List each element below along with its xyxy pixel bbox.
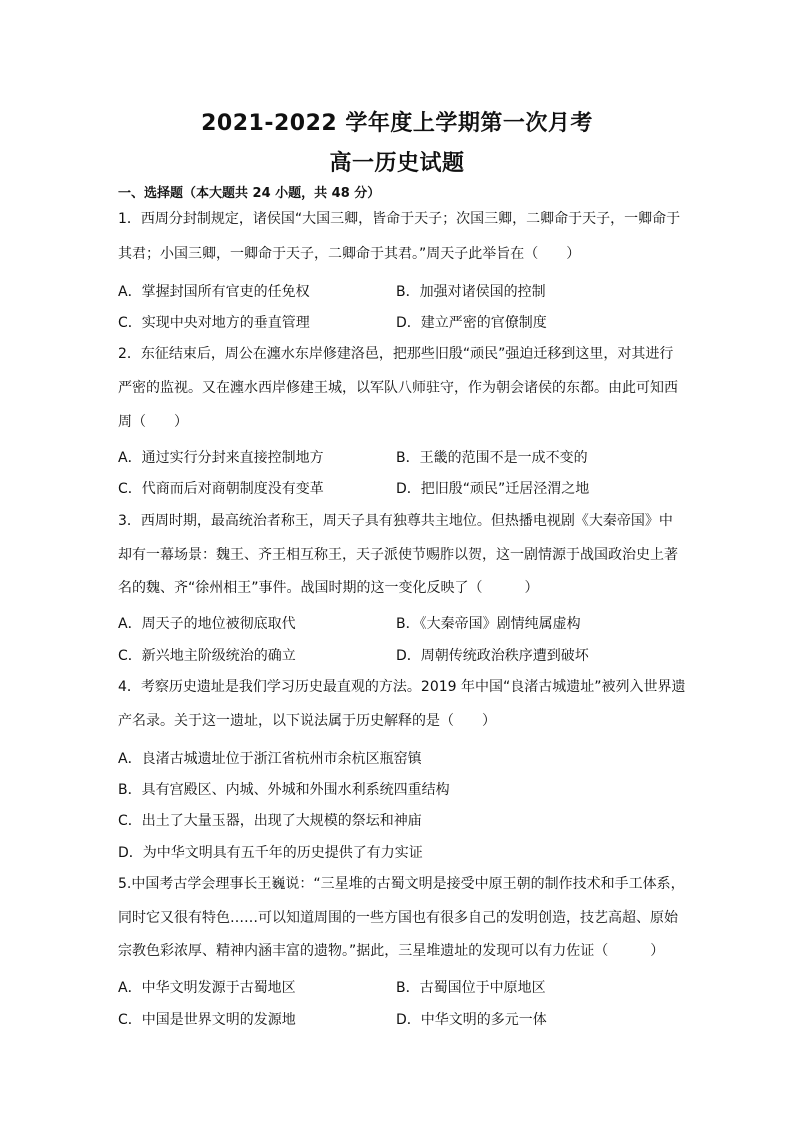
section-heading: 一、选择题（本大题共 24 小题，共 48 分） [118,186,381,201]
question-1-option-d: D．建立严密的官僚制度 [396,315,547,331]
question-2-option-c: C．代商而后对商朝制度没有变革 [118,481,324,497]
question-4-option-a: A．良渚古城遗址位于浙江省杭州市余杭区瓶窑镇 [118,751,422,767]
question-3-option-d: D．周朝传统政治秩序遭到破坏 [396,648,589,664]
question-3-stem-line-2: 却有一幕场景：魏王、齐王相互称王，天子派使节赐胙以贺，这一剧情源于战国政治史上著 [118,547,678,563]
question-4-option-b: B．具有宫殿区、内城、外城和外围水利系统四重结构 [118,782,450,798]
question-4-stem-line-2: 产名录。关于这一遗址，以下说法属于历史解释的是（ ） [118,713,496,729]
question-4-option-c: C．出土了大量玉器，出现了大规模的祭坛和神庙 [118,813,422,829]
question-2-option-b: B．王畿的范围不是一成不变的 [396,450,588,466]
question-2-stem-line-3: 周（ ） [118,414,188,430]
exam-subtitle: 高一历史试题 [329,151,465,176]
question-5-option-b: B．古蜀国位于中原地区 [396,980,546,996]
question-4-stem-line-1: 4．考察历史遗址是我们学习历史最直观的方法。2019 年中国“良渚古城遗址”被列入世界遗 [118,679,686,695]
question-4-option-d: D．为中华文明具有五千年的历史提供了有力实证 [118,845,423,861]
question-5-option-d: D．中华文明的多元一体 [396,1012,547,1028]
question-2-stem-line-2: 严密的监视。又在瀍水西岸修建王城，以军队八师驻守，作为朝会诸侯的东都。由此可知西 [118,380,678,396]
question-2-stem-line-1: 2．东征结束后，周公在瀍水东岸修建洛邑，把那些旧殷“顽民”强迫迁移到这里，对其进行 [118,346,674,362]
question-1-option-c: C．实现中央对地方的垂直管理 [118,315,310,331]
question-1-stem-line-1: 1．西周分封制规定，诸侯国“大国三卿，皆命于天子；次国三卿，二卿命于天子，一卿命于 [118,211,681,227]
question-3-option-a: A．周天子的地位被彻底取代 [118,616,296,632]
question-2-option-d: D．把旧殷“顽民”迁居泾渭之地 [396,481,590,497]
question-1-stem-line-2: 其君；小国三卿，一卿命于天子，二卿命于其君。”周天子此举旨在（ ） [118,246,581,262]
question-3-stem-line-3: 名的魏、齐“徐州相王”事件。战国时期的这一变化反映了（ ） [118,580,539,596]
question-5-option-a: A．中华文明发源于古蜀地区 [118,980,296,996]
question-3-option-b: B．《大秦帝国》剧情纯属虚构 [396,616,581,632]
question-3-stem-line-1: 3．西周时期，最高统治者称王，周天子具有独尊共主地位。但热播电视剧《大秦帝国》中 [118,513,673,529]
question-2-option-a: A．通过实行分封来直接控制地方 [118,450,324,466]
exam-title: 2021-2022 学年度上学期第一次月考 [201,111,593,136]
question-5-stem-line-2: 同时它又很有特色……可以知道周围的一些方国也有很多自己的发明创造，技艺高超、原始 [118,910,678,926]
question-1-option-a: A．掌握封国所有官吏的任免权 [118,284,310,300]
question-5-stem-line-3: 宗教色彩浓厚、精神内涵丰富的遗物。”据此，三星堆遗址的发现可以有力佐证（ ） [118,943,665,959]
question-3-option-c: C．新兴地主阶级统治的确立 [118,648,296,664]
question-1-option-b: B．加强对诸侯国的控制 [396,284,546,300]
question-5-stem-line-1: 5.中国考古学会理事长王巍说：“三星堆的古蜀文明是接受中原王朝的制作技术和手工体系， [118,876,685,892]
question-5-option-c: C．中国是世界文明的发源地 [118,1012,296,1028]
